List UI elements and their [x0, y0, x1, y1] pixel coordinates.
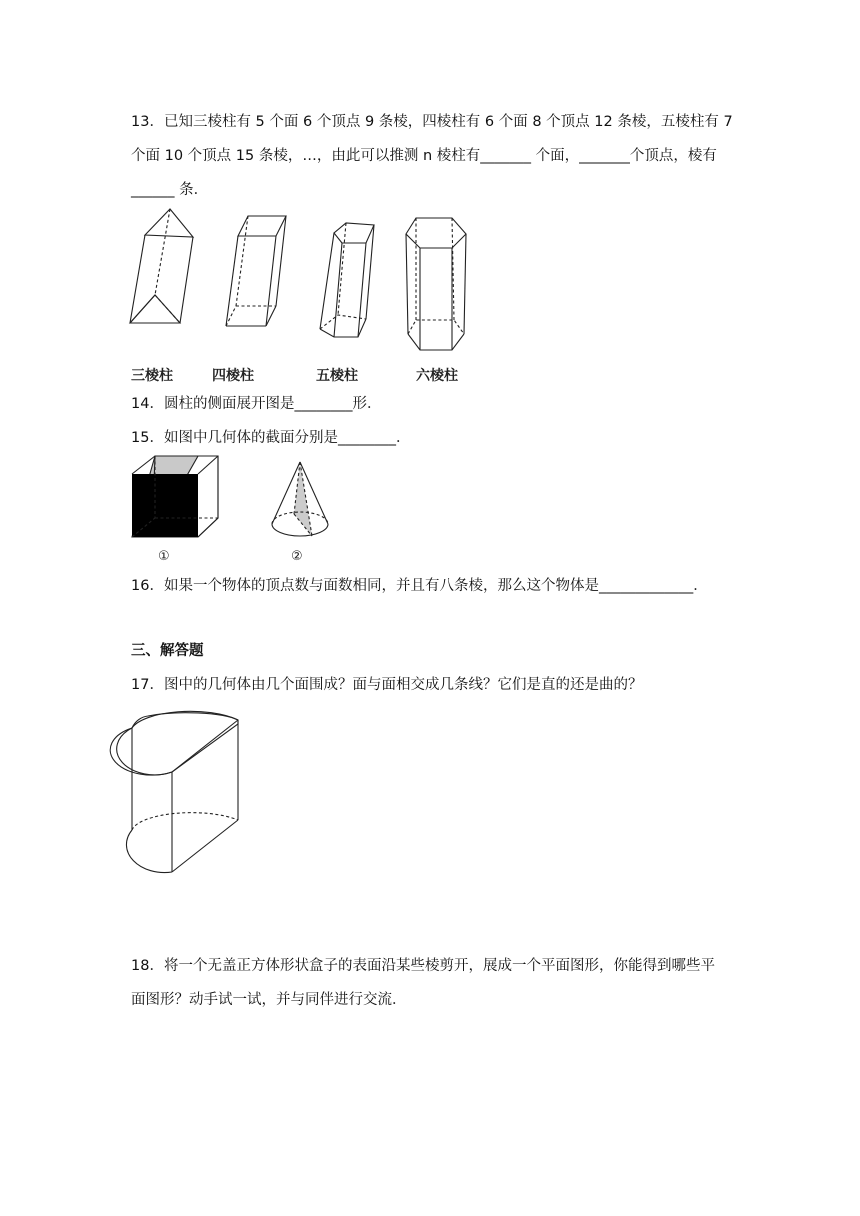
cube-cross-section-figure [128, 452, 228, 547]
triangular-prism-figure [125, 205, 205, 330]
q18-line-2: 面图形？动手试一试，并与同伴进行交流． [131, 992, 407, 1008]
caption-pentagonal-prism: 五棱柱 [316, 368, 358, 384]
hexagonal-prism-figure [400, 212, 480, 357]
q13-line-3: ______ 条． [131, 182, 209, 198]
q18-line-1: 18．将一个无盖正方体形状盒子的表面沿某些棱剪开，展成一个平面图形，你能得到哪些平 [131, 958, 715, 974]
caption-quadrangular-prism: 四棱柱 [212, 368, 254, 384]
cone-cross-section-figure [268, 458, 368, 543]
q13-line-1: 13．已知三棱柱有 5 个面 6 个顶点 9 条棱，四棱柱有 6 个面 8 个顶点 12 条棱，五棱柱有 7 [131, 114, 733, 130]
caption-hexagonal-prism: 六棱柱 [416, 368, 458, 384]
q15-text: 15．如图中几何体的截面分别是________． [131, 430, 411, 446]
q17-text: 17．图中的几何体由几个面围成？面与面相交成几条线？它们是直的还是曲的？ [131, 677, 643, 693]
pentagonal-prism-figure [312, 215, 392, 340]
section-heading: 三、解答题 [131, 643, 204, 659]
figure-label-1: ① [158, 549, 170, 564]
quadrangular-prism-figure [220, 210, 300, 335]
q14-text: 14．圆柱的侧面展开图是________形． [131, 396, 382, 412]
figure-label-2: ② [291, 549, 303, 564]
q13-line-2: 个面 10 个顶点 15 条棱，…，由此可以推测 n 棱柱有_______ 个面，_______个顶点，棱有 [131, 148, 717, 164]
caption-triangular-prism: 三棱柱 [131, 368, 173, 384]
half-cylinder-figure [128, 706, 243, 876]
q16-text: 16．如果一个物体的顶点数与面数相同，并且有八条棱，那么这个物体是_____________． [131, 578, 708, 594]
